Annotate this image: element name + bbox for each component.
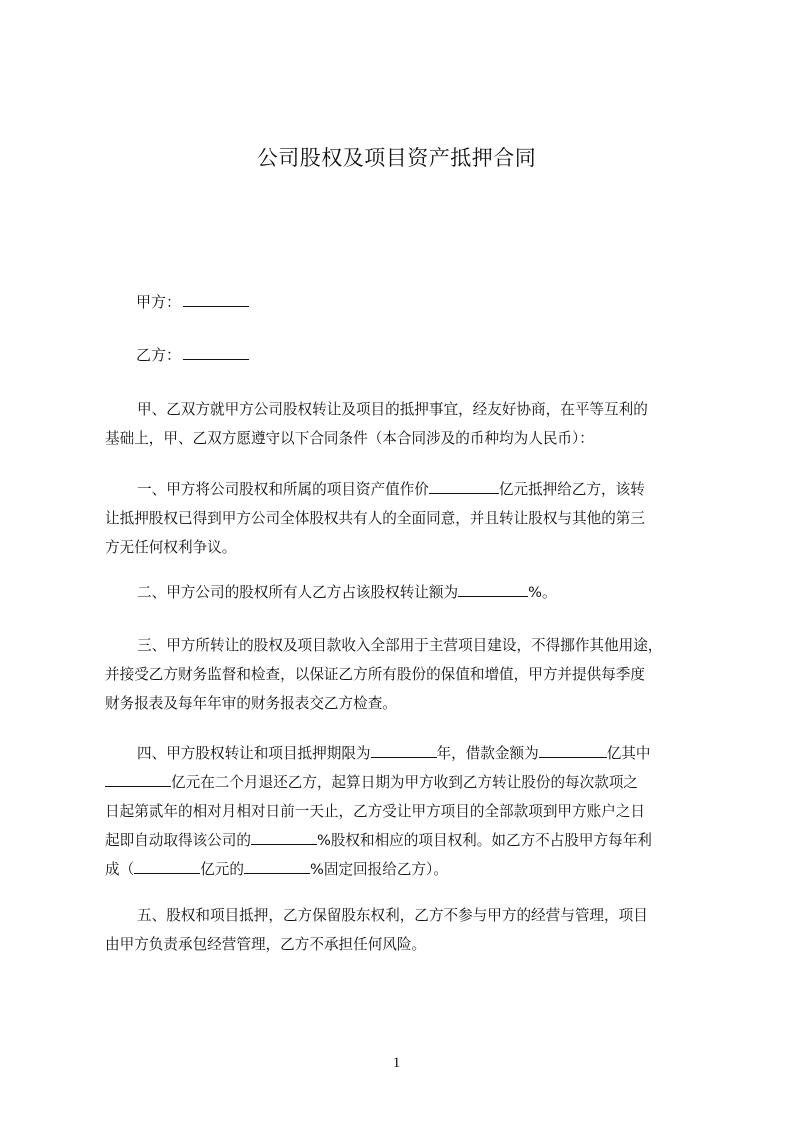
party-b-blank — [183, 344, 249, 360]
clause-4 — [105, 739, 701, 884]
clause-2-text-b: %。 — [528, 584, 557, 601]
clause-2-line-1 — [105, 578, 701, 607]
clause-4-line-3: 日起第贰年的相对月相对日前一天止，乙方受让甲方项目的全部款项到甲方账户之日 — [105, 803, 645, 820]
document-title: 公司股权及项目资产抵押合同 — [256, 146, 537, 170]
clause-1 — [105, 475, 701, 562]
clause-3 — [105, 631, 701, 718]
clause-4-text-e: 起即自动取得该公司的 — [105, 832, 251, 849]
party-a-label: 甲方： — [136, 293, 182, 311]
loan-amount-blank — [539, 742, 607, 758]
clause-1-text-a: 一、甲方将公司股权和所属的项目资产值作价 — [137, 481, 429, 498]
clause-3-line-2: 并接受乙方财务监督和检查，以保证乙方所有股份的保值和增值，甲方并提供每季度 — [105, 666, 645, 683]
clause-4-line-2 — [105, 768, 701, 797]
equity-percent-blank — [251, 829, 317, 845]
clause-4-line-1 — [105, 739, 701, 768]
fixed-return-amount-blank — [134, 858, 200, 874]
clause-1-text-b: 亿元抵押给乙方，该转 — [498, 481, 645, 498]
clause-4-text-f: %股权和相应的项目权利。如乙方不占股甲方每年利 — [316, 832, 652, 849]
party-b-line — [136, 344, 249, 366]
clause-4-text-c: 亿其中 — [606, 745, 651, 762]
clause-5-line-2: 由甲方负责承包经营管理，乙方不承担任何风险。 — [105, 936, 427, 953]
term-years-blank — [371, 742, 437, 758]
clause-1-line-2: 让抵押股权已得到甲方公司全体股权共有人的全面同意，并且转让股权与其他的第三 — [105, 510, 645, 527]
clause-4-line-4 — [105, 826, 701, 855]
fixed-return-percent-blank — [244, 858, 310, 874]
party-b-label: 乙方： — [136, 346, 182, 364]
share-percent-blank — [458, 581, 528, 597]
intro-paragraph — [105, 395, 701, 453]
clause-3-line-3: 财务报表及每年年审的财务报表交乙方检查。 — [105, 695, 397, 712]
clause-1-line-1 — [105, 475, 701, 504]
clause-1-line-3: 方无任何权利争议。 — [105, 539, 237, 556]
clause-4-text-a: 四、甲方股权转让和项目抵押期限为 — [137, 745, 371, 762]
clause-4-line-5 — [105, 855, 701, 884]
clause-5-line-1: 五、股权和项目抵押，乙方保留股东权利，乙方不参与甲方的经营与管理，项目 — [137, 907, 648, 924]
clause-4-text-h: 亿元的 — [200, 861, 244, 878]
clause-3-line-1: 三、甲方所转让的股权及项目款收入全部用于主营项目建设，不得挪作其他用途， — [137, 637, 663, 654]
clause-5 — [105, 901, 701, 959]
party-a-blank — [183, 291, 249, 307]
clause-2 — [105, 578, 701, 607]
party-a-line — [136, 291, 249, 313]
valuation-blank — [429, 478, 499, 494]
clause-2-text-a: 二、甲方公司的股权所有人乙方占该股权转让额为 — [137, 584, 459, 601]
return-amount-blank — [105, 771, 171, 787]
clause-4-text-i: %固定回报给乙方）。 — [310, 861, 448, 878]
intro-line-1: 甲、乙双方就甲方公司股权转让及项目的抵押事宜，经友好协商，在平等互利的 — [137, 401, 648, 418]
page-number: 1 — [392, 1055, 401, 1071]
clause-4-text-b: 年，借款金额为 — [436, 745, 539, 762]
intro-line-2: 基础上，甲、乙双方愿遵守以下合同条件（本合同涉及的币种均为人民币）： — [105, 430, 594, 447]
clause-4-text-d: 亿元在二个月退还乙方，起算日期为甲方收到乙方转让股份的每次款项之 — [171, 774, 639, 791]
clause-4-text-g: 成（ — [105, 861, 135, 878]
